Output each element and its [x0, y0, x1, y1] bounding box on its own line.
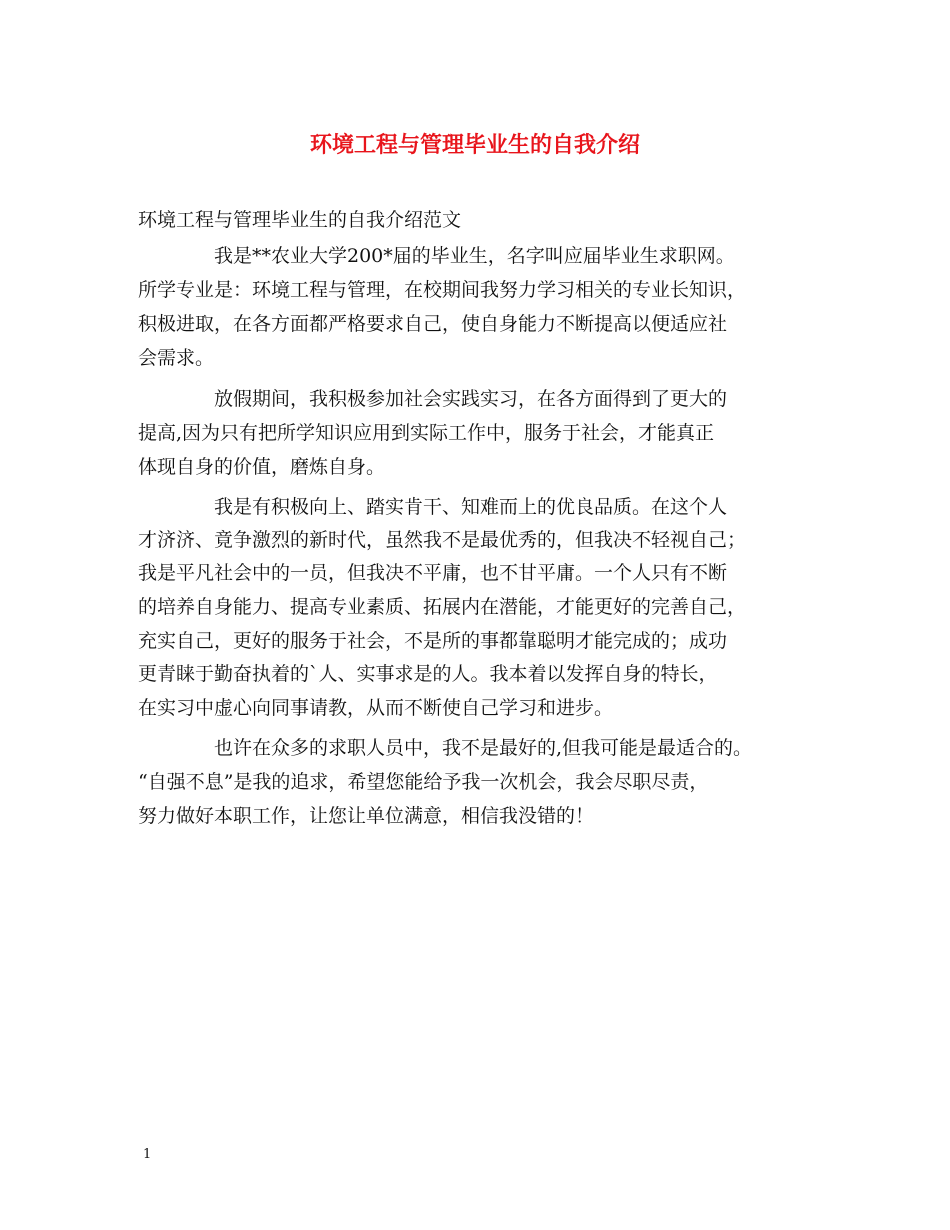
paragraph-line: 的培养自身能力、提高专业素质、拓展内在潜能，才能更好的完善自己， [138, 596, 747, 618]
document-subtitle: 环境工程与管理毕业生的自我介绍范文 [138, 209, 462, 231]
paragraph-line: 更青睐于勤奋执着的`人、实事求是的人。我本着以发挥自身的特长， [138, 663, 718, 685]
paragraph-line: 会需求。 [138, 347, 215, 369]
paragraph-line: 也许在众多的求职人员中，我不是最好的,但我可能是最适合的。 [214, 737, 753, 759]
paragraph-line: 我是平凡社会中的一员，但我决不平庸，也不甘平庸。一个人只有不断 [138, 562, 728, 584]
paragraph-line: 我是有积极向上、踏实肯干、知难而上的优良品质。在这个人 [214, 496, 728, 518]
paragraph-line: 所学专业是：环境工程与管理，在校期间我努力学习相关的专业长知识， [138, 279, 747, 301]
paragraph-line: 提高,因为只有把所学知识应用到实际工作中，服务于社会，才能真正 [138, 422, 715, 444]
paragraph-line: 体现自身的价值，磨炼自身。 [138, 456, 386, 478]
page-number: 1 [143, 1147, 152, 1162]
paragraph-line: 放假期间，我积极参加社会实践实习，在各方面得到了更大的 [214, 388, 728, 410]
paragraph-line: 积极进取，在各方面都严格要求自己，使自身能力不断提高以便适应社 [138, 313, 728, 335]
paragraph-line: 才济济、竟争激烈的新时代，虽然我不是最优秀的，但我决不轻视自己； [138, 529, 747, 551]
paragraph-line: 我是**农业大学200*届的毕业生，名字叫应届毕业生求职网。 [214, 245, 735, 267]
document-title: 环境工程与管理毕业生的自我介绍 [309, 133, 640, 158]
paragraph-line: 充实自己，更好的服务于社会，不是所的事都靠聪明才能完成的；成功 [138, 630, 728, 652]
paragraph-line: “自强不息”是我的追求，希望您能给予我一次机会，我会尽职尽责， [138, 771, 709, 793]
paragraph-line: 在实习中虚心向同事请教，从而不断使自己学习和进步。 [138, 697, 614, 719]
paragraph-line: 努力做好本职工作，让您让单位满意，相信我没错的！ [138, 805, 595, 827]
